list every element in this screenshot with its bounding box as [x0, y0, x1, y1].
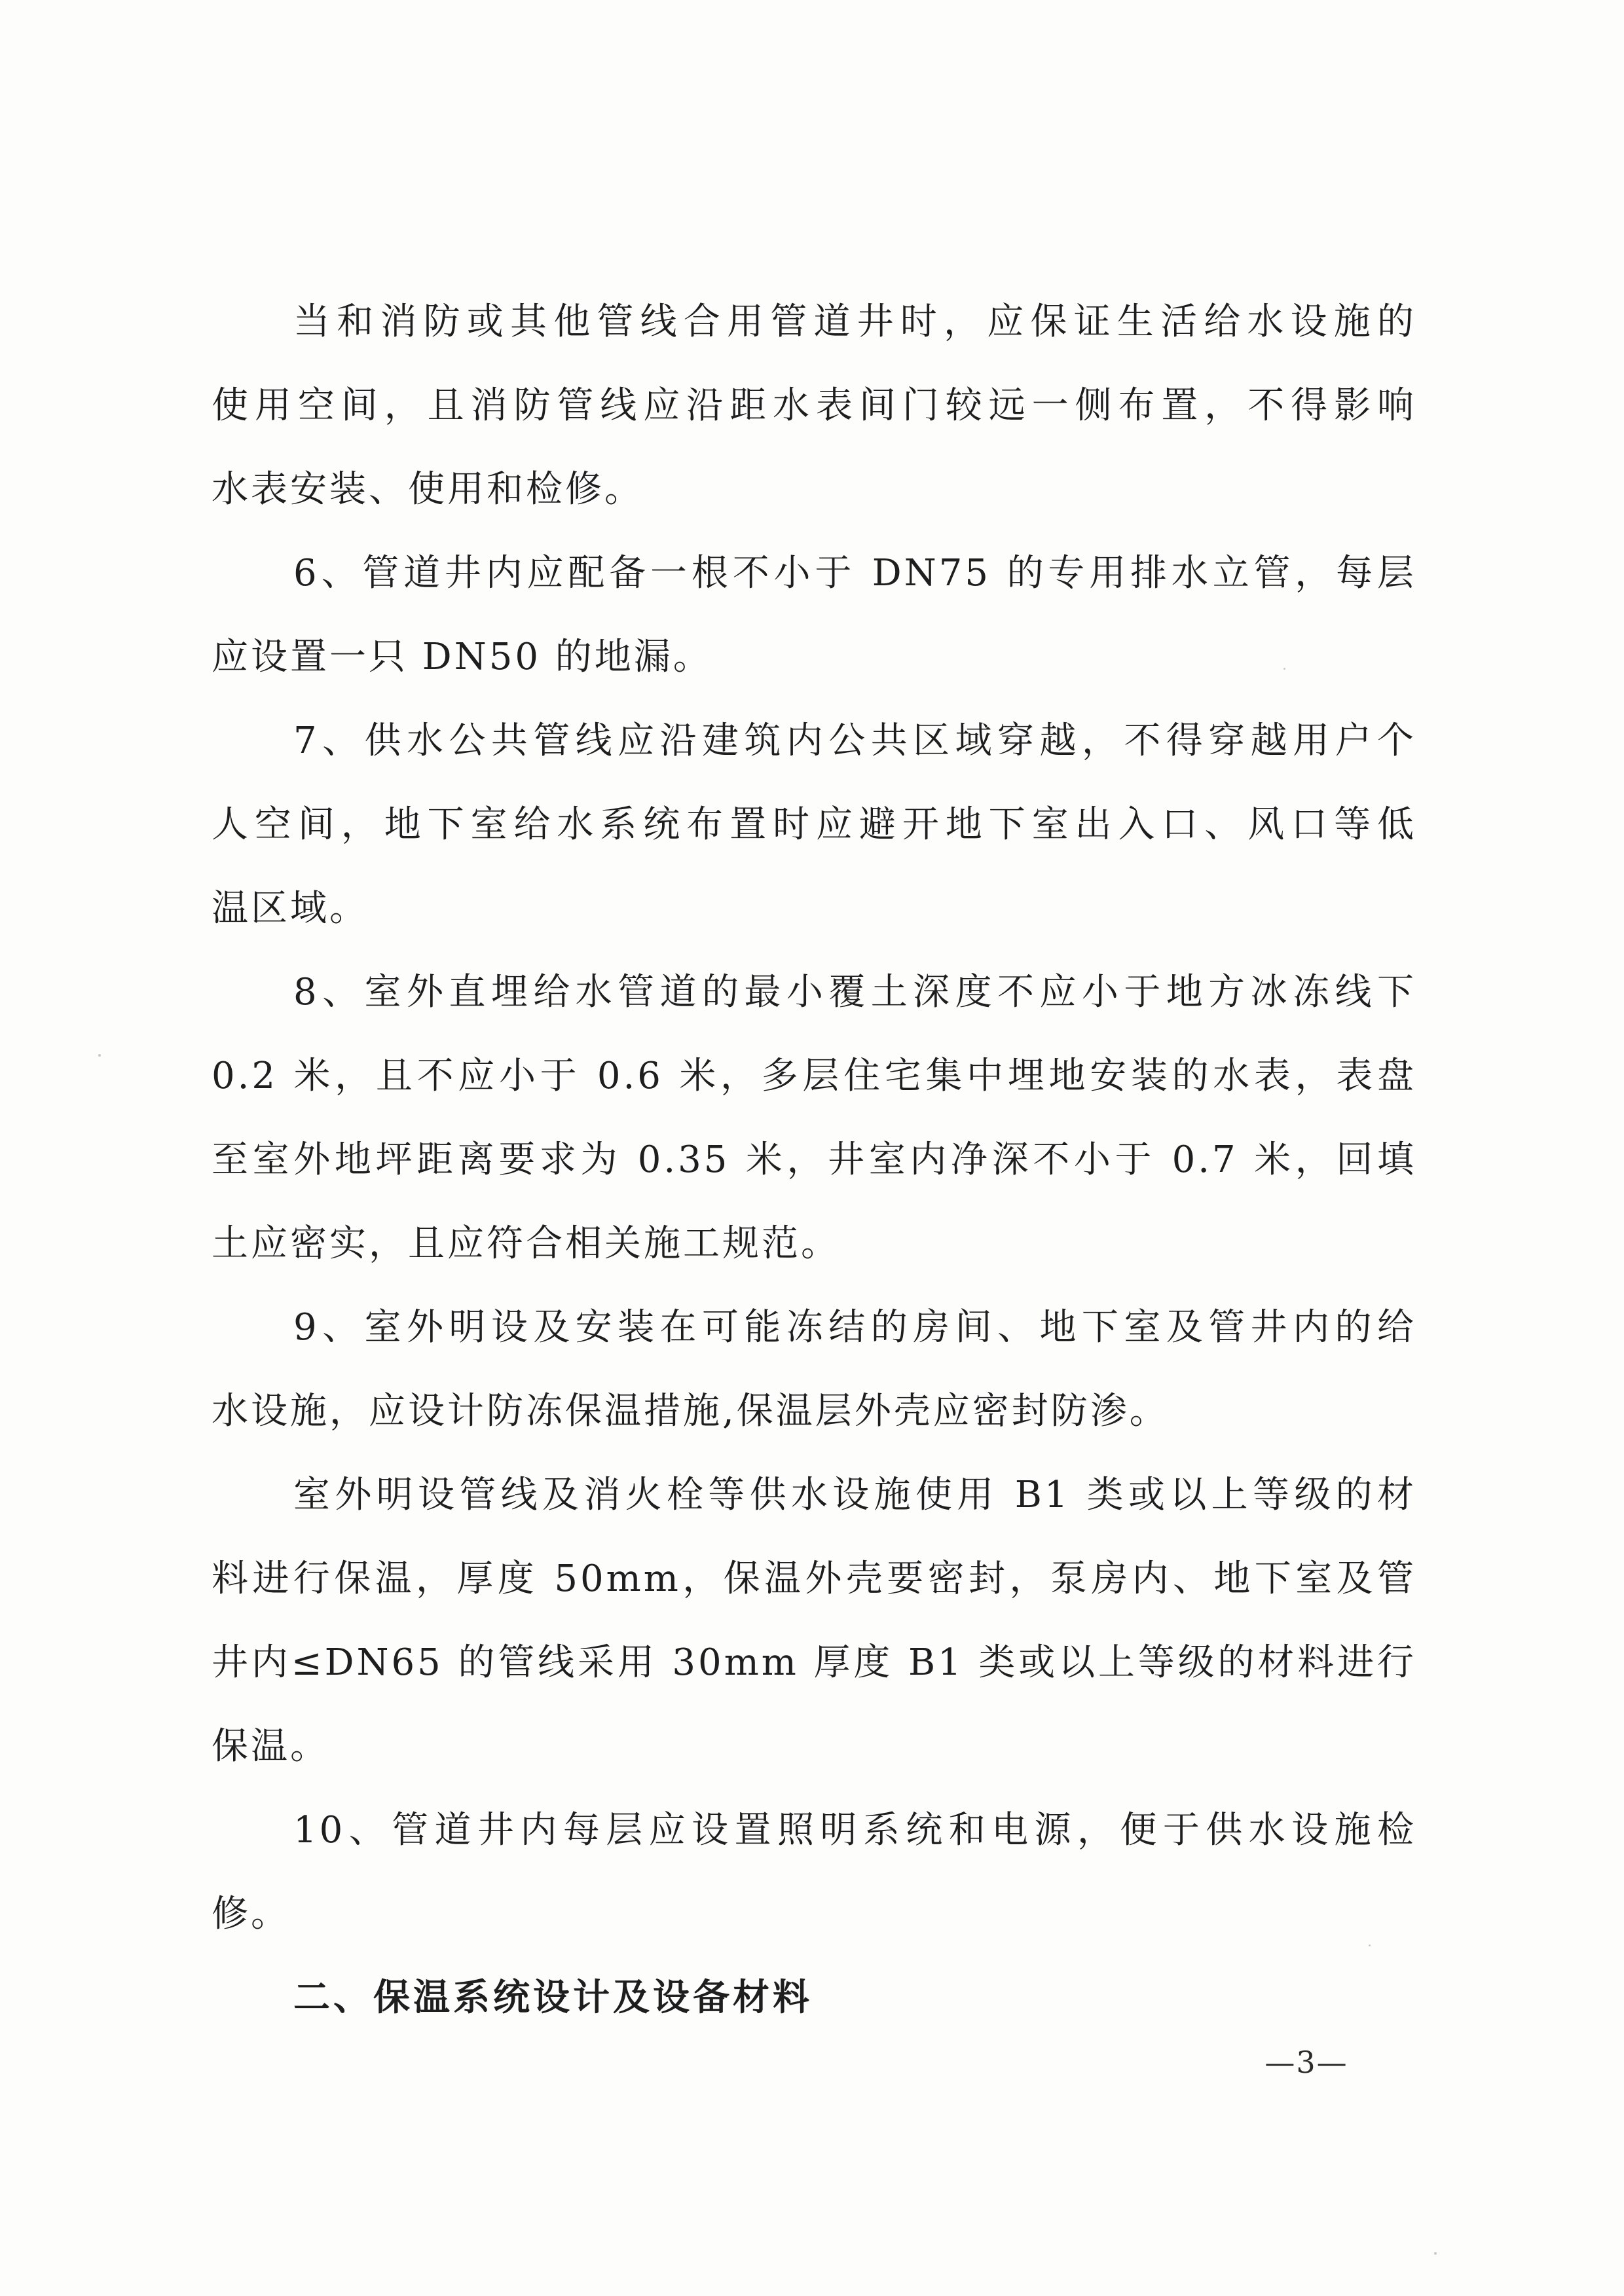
- paragraph-line: 8、室外直埋给水管道的最小覆土深度不应小于地方冰冻线下: [293, 971, 1416, 1013]
- paragraph-line: 料进行保温，厚度 50mm，保温外壳要密封，泵房内、地下室及管: [212, 1558, 1416, 1600]
- paragraph-line: 室外明设管线及消火栓等供水设施使用 B1 类或以上等级的材: [293, 1474, 1416, 1516]
- paragraph-line: 水表安装、使用和检修。: [212, 468, 644, 511]
- paragraph-line: 人空间，地下室给水系统布置时应避开地下室出入口、风口等低: [212, 803, 1416, 846]
- paragraph-line: 修。: [212, 1893, 290, 1935]
- paragraph-line: 温区域。: [212, 887, 369, 930]
- paragraph-line: 应设置一只 DN50 的地漏。: [212, 636, 712, 678]
- scan-speck: [98, 1054, 101, 1057]
- paragraph-line: 保温。: [212, 1725, 329, 1768]
- paragraph-line: 土应密实，且应符合相关施工规范。: [212, 1222, 840, 1265]
- paragraph-line: 当和消防或其他管线合用管道井时，应保证生活给水设施的: [293, 301, 1416, 343]
- scan-speck: [1369, 1944, 1371, 1946]
- paragraph-line: 至室外地坪距离要求为 0.35 米，井室内净深不小于 0.7 米，回填: [212, 1139, 1416, 1181]
- paragraph-line: 9、室外明设及安装在可能冻结的房间、地下室及管井内的给: [293, 1306, 1416, 1349]
- page-number: —3—: [1264, 2045, 1348, 2080]
- paragraph-line: 6、管道井内应配备一根不小于 DN75 的专用排水立管，每层: [293, 552, 1416, 594]
- paragraph-line: 7、供水公共管线应沿建筑内公共区域穿越，不得穿越用户个: [293, 720, 1416, 762]
- scan-speck: [1283, 668, 1285, 670]
- paragraph-line: 井内≤DN65 的管线采用 30mm 厚度 B1 类或以上等级的材料进行: [212, 1641, 1416, 1684]
- section-heading: 二、保温系统设计及设备材料: [293, 1977, 813, 2019]
- paragraph-line: 水设施，应设计防冻保温措施,保温层外壳应密封防渗。: [212, 1390, 1169, 1432]
- paragraph-line: 使用空间，且消防管线应沿距水表间门较远一侧布置，不得影响: [212, 384, 1416, 427]
- paragraph-line: 10、管道井内每层应设置照明系统和电源，便于供水设施检: [293, 1809, 1416, 1851]
- paragraph-line: 0.2 米，且不应小于 0.6 米，多层住宅集中埋地安装的水表，表盘: [212, 1055, 1416, 1097]
- scan-speck: [1434, 2252, 1437, 2255]
